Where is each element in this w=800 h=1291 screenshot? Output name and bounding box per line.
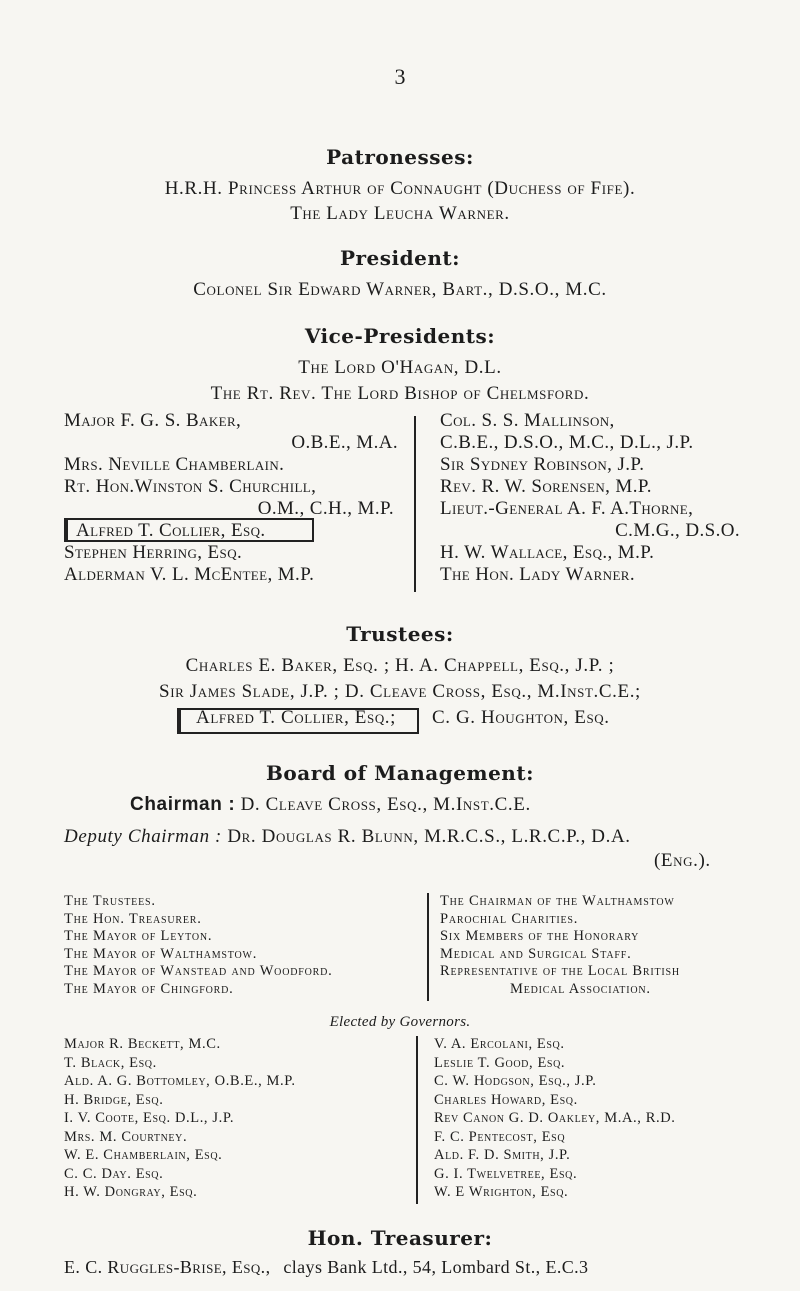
vice-president-entry: Sir Sydney Robinson, J.P. [440, 454, 645, 475]
chairman-name: D. Cleave Cross, Esq., M.Inst.C.E. [240, 794, 531, 815]
vice-president-entry: O.B.E., M.A. [291, 432, 398, 453]
governor-entry: Leslie T. Good, Esq. [434, 1054, 566, 1071]
column-divider [416, 1036, 418, 1204]
governor-entry: Rev Canon G. D. Oakley, M.A., R.D. [434, 1110, 676, 1126]
governor-entry: W. E Wrighton, Esq. [434, 1184, 569, 1200]
president-line: Colonel Sir Edward Warner, Bart., D.S.O., M.C. [193, 279, 607, 300]
column-divider [414, 416, 416, 592]
board-member: Parochial Charities. [440, 910, 579, 927]
deputy-line [64, 826, 631, 848]
board-left-column [64, 893, 424, 998]
chairman-label: Chairman : [130, 794, 236, 815]
vice-president-entry: Col. S. S. Mallinson, [440, 410, 615, 431]
governor-entry: C. C. Day. Esq. [64, 1165, 164, 1182]
patroness-line: The Lady Leucha Warner. [290, 203, 510, 224]
treasurer-heading: Hon. Treasurer: [307, 1226, 493, 1250]
patroness-line: H.R.H. Princess Arthur of Connaught (Duchess of Fife). [164, 178, 636, 199]
vice-president-entry: Major F. G. S. Baker, [64, 410, 242, 431]
vice-president-entry: Mrs. Neville Chamberlain. [64, 454, 285, 475]
board-member: The Trustees. [64, 893, 156, 909]
treasurer-line [64, 1257, 588, 1278]
board-member: The Chairman of the Walthamstow [440, 893, 675, 909]
vice-president-entry: Rev. R. W. Sorensen, M.P. [440, 476, 652, 497]
treasurer-name: E. C. Ruggles-Brise, Esq., [64, 1257, 271, 1277]
board-member: Medical Association. [510, 980, 651, 997]
trustee-boxed: Alfred T. Collier, Esq.; [196, 707, 397, 728]
vice-president-entry: The Hon. Lady Warner. [440, 564, 636, 585]
vice-presidents-heading: Vice-Presidents: [304, 324, 496, 348]
board-member: Representative of the Local British [440, 963, 680, 979]
board-member: The Mayor of Chingford. [64, 980, 234, 997]
board-member: The Mayor of Wanstead and Woodford. [64, 963, 333, 979]
page-number: 3 [394, 64, 406, 89]
governor-entry: Major R. Beckett, M.C. [64, 1036, 221, 1052]
governor-entry: G. I. Twelvetree, Esq. [434, 1165, 578, 1182]
trustees-line: Charles E. Baker, Esq. ; H. A. Chappell, Esq., J.P. ; [185, 655, 615, 676]
vice-president-line: The Rt. Rev. The Lord Bishop of Chelmsford. [210, 383, 590, 404]
governor-entry: W. E. Chamberlain, Esq. [64, 1147, 223, 1163]
column-divider [427, 893, 429, 1001]
governor-entry: F. C. Pentecost, Esq [434, 1128, 566, 1145]
elected-label: Elected by Governors. [329, 1014, 471, 1030]
governor-entry: V. A. Ercolani, Esq. [434, 1036, 565, 1052]
board-member: The Mayor of Leyton. [64, 928, 213, 944]
trustee-entry: C. G. Houghton, Esq. [432, 707, 610, 728]
vice-president-entry: H. W. Wallace, Esq., M.P. [440, 542, 655, 563]
board-member: The Hon. Treasurer. [64, 910, 202, 927]
vice-president-entry: C.M.G., D.S.O. [615, 520, 740, 541]
deputy-label: Deputy Chairman : [64, 826, 222, 847]
governor-entry: Ald. A. G. Bottomley, O.B.E., M.P. [64, 1073, 296, 1089]
deputy-name: Dr. Douglas R. Blunn, M.R.C.S., L.R.C.P., D.A. [227, 826, 631, 847]
governors-right-column [434, 1036, 764, 1203]
highlight-box [64, 518, 314, 542]
governors-left-column [64, 1036, 404, 1203]
vice-president-entry-boxed: Alfred T. Collier, Esq. [76, 520, 266, 541]
board-member: The Mayor of Walthamstow. [64, 945, 258, 962]
governor-entry: C. W. Hodgson, Esq., J.P. [434, 1073, 597, 1089]
deputy-continuation: (Eng.). [654, 850, 711, 871]
vice-president-line: The Lord O'Hagan, D.L. [298, 357, 502, 378]
vice-president-entry: Rt. Hon.Winston S. Churchill, [64, 476, 317, 497]
governor-entry: T. Black, Esq. [64, 1054, 157, 1071]
treasurer-bank: clays Bank Ltd., 54, Lombard St., E.C.3 [283, 1257, 589, 1277]
board-heading: Board of Management: [266, 761, 534, 785]
governor-entry: Mrs. M. Courtney. [64, 1128, 188, 1145]
patronesses-heading: Patronesses: [326, 145, 474, 169]
president-heading: President: [339, 246, 461, 270]
governor-entry: H. W. Dongray, Esq. [64, 1184, 198, 1200]
vice-president-entry: Lieut.-General A. F. A.Thorne, [440, 498, 694, 519]
trustees-line: Sir James Slade, J.P. ; D. Cleave Cross, Esq., M.Inst.C.E.; [159, 681, 641, 702]
board-right-column [440, 893, 750, 998]
vice-president-entry: O.M., C.H., M.P. [257, 498, 394, 519]
vice-president-entry: C.B.E., D.S.O., M.C., D.L., J.P. [440, 432, 694, 453]
chairman-line [130, 794, 531, 816]
board-member: Medical and Surgical Staff. [440, 945, 632, 962]
governor-entry: H. Bridge, Esq. [64, 1091, 164, 1108]
board-member: Six Members of the Honorary [440, 928, 640, 944]
governor-entry: Ald. F. D. Smith, J.P. [434, 1147, 571, 1163]
vice-presidents-left-column [64, 410, 404, 586]
governor-entry: Charles Howard, Esq. [434, 1091, 578, 1108]
vice-president-entry: Stephen Herring, Esq. [64, 542, 243, 563]
vice-presidents-right-column [440, 410, 740, 586]
trustees-heading: Trustees: [346, 622, 454, 646]
governor-entry: I. V. Coote, Esq. D.L., J.P. [64, 1110, 235, 1126]
vice-president-entry: Alderman V. L. McEntee, M.P. [64, 564, 315, 585]
